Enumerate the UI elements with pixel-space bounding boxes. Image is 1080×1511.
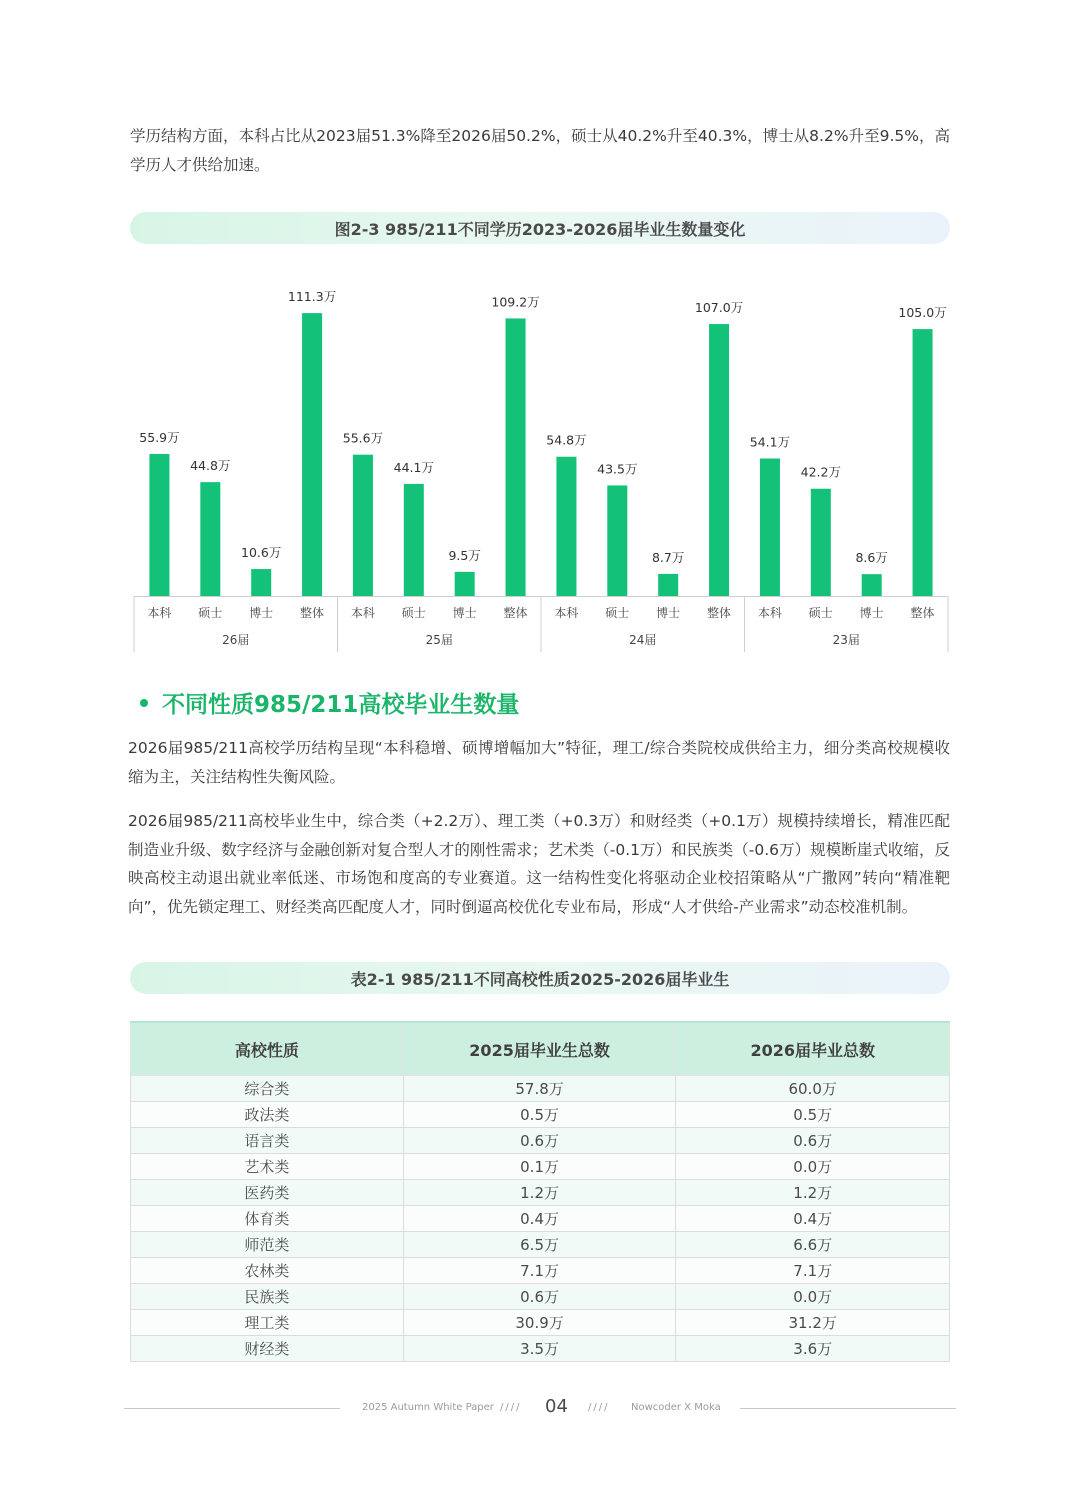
graduates-table xyxy=(130,1021,950,1362)
figure-caption: 图2-3 985/211不同学历2023-2026届毕业生数量变化 xyxy=(130,212,950,244)
table-cell: 体育类 xyxy=(131,1206,404,1232)
table-cell: 0.4万 xyxy=(403,1206,676,1232)
data-label: 55.6万 xyxy=(342,430,384,446)
table-row xyxy=(131,1310,950,1336)
table-cell: 0.0万 xyxy=(676,1154,950,1180)
footer-rule-right xyxy=(740,1408,956,1409)
x-tick-label: 博士 xyxy=(859,606,884,620)
table-cell: 0.4万 xyxy=(676,1206,950,1232)
footer-rule-left xyxy=(124,1408,340,1409)
table-row xyxy=(131,1102,950,1128)
x-tick-label: 本科 xyxy=(147,606,172,620)
table-row xyxy=(131,1154,950,1180)
data-label: 109.2万 xyxy=(491,294,540,310)
table-cell: 7.1万 xyxy=(403,1258,676,1284)
data-label: 54.1万 xyxy=(749,434,791,450)
table-cell: 30.9万 xyxy=(403,1310,676,1336)
bar xyxy=(709,324,729,596)
table-cell: 政法类 xyxy=(131,1102,404,1128)
bar xyxy=(404,484,424,596)
x-tick-label: 整体 xyxy=(300,606,325,620)
table-row xyxy=(131,1284,950,1310)
table-cell: 3.6万 xyxy=(676,1336,950,1362)
paragraph-2: 2026届985/211高校学历结构呈现“本科稳增、硕博增幅加大”特征，理工/综合类院校成供给主力，细分类高校规模收缩为主，关注结构性失衡风险。 xyxy=(128,739,950,786)
page-number: 04 xyxy=(545,1396,568,1417)
x-tick-label: 整体 xyxy=(503,606,528,620)
footer-separator-right: //// xyxy=(588,1402,610,1413)
table-cell: 7.1万 xyxy=(676,1258,950,1284)
x-tick-label: 本科 xyxy=(554,606,579,620)
table-row xyxy=(131,1232,950,1258)
x-tick-label: 本科 xyxy=(757,606,782,620)
data-label: 111.3万 xyxy=(287,289,337,305)
table-row xyxy=(131,1076,950,1102)
table-cell: 0.6万 xyxy=(403,1128,676,1154)
x-tick-label: 整体 xyxy=(910,606,935,620)
footer-separator-left: //// xyxy=(500,1402,522,1413)
data-label: 8.6万 xyxy=(855,550,888,566)
x-tick-label: 本科 xyxy=(350,606,375,620)
table-cell: 0.5万 xyxy=(676,1102,950,1128)
table-caption: 表2-1 985/211不同高校性质2025-2026届毕业生 xyxy=(130,962,950,994)
bullet-dot-icon xyxy=(140,699,148,707)
x-tick-label: 硕士 xyxy=(808,606,833,620)
data-label: 10.6万 xyxy=(241,545,282,561)
bar xyxy=(658,574,678,596)
table-header-row xyxy=(131,1022,950,1076)
x-tick-label: 硕士 xyxy=(198,606,223,620)
bar xyxy=(862,574,882,596)
table-cell: 艺术类 xyxy=(131,1154,404,1180)
intro-paragraph: 学历结构方面，本科占比从2023届51.3%降至2026届50.2%，硕士从40.2%升至40.3%，博士从8.2%升至9.5%，高学历人才供给加速。 xyxy=(130,127,950,174)
data-label: 9.5万 xyxy=(448,547,481,563)
table-header-cell: 2026届毕业总数 xyxy=(676,1022,950,1076)
bar xyxy=(302,313,322,596)
page-footer xyxy=(0,1396,1080,1420)
bar xyxy=(913,329,933,596)
table-header-cell: 2025届毕业生总数 xyxy=(403,1022,676,1076)
table-cell: 6.5万 xyxy=(403,1232,676,1258)
table-cell: 师范类 xyxy=(131,1232,404,1258)
bar xyxy=(556,457,576,596)
bar xyxy=(200,482,220,596)
x-tick-label: 整体 xyxy=(707,606,732,620)
table-header-cell: 高校性质 xyxy=(131,1022,404,1076)
bar xyxy=(149,454,169,596)
bar xyxy=(607,485,627,596)
table-cell: 60.0万 xyxy=(676,1076,950,1102)
table-cell: 57.8万 xyxy=(403,1076,676,1102)
data-label: 107.0万 xyxy=(694,300,744,316)
group-label: 26届 xyxy=(222,633,250,647)
group-label: 24届 xyxy=(629,633,657,647)
table-cell: 1.2万 xyxy=(676,1180,950,1206)
table-cell: 综合类 xyxy=(131,1076,404,1102)
table-row xyxy=(131,1336,950,1362)
table-cell: 0.6万 xyxy=(403,1284,676,1310)
bar-chart xyxy=(0,250,1080,660)
x-tick-label: 博士 xyxy=(452,606,477,620)
table-cell: 财经类 xyxy=(131,1336,404,1362)
table-row xyxy=(131,1128,950,1154)
x-tick-label: 博士 xyxy=(656,606,681,620)
table-cell: 农林类 xyxy=(131,1258,404,1284)
table-cell: 31.2万 xyxy=(676,1310,950,1336)
footer-left-text: 2025 Autumn White Paper xyxy=(362,1402,494,1413)
data-label: 8.7万 xyxy=(651,549,685,565)
data-label: 44.8万 xyxy=(190,458,231,474)
data-label: 54.8万 xyxy=(546,432,587,448)
data-label: 44.1万 xyxy=(393,459,434,475)
x-tick-label: 硕士 xyxy=(401,606,426,620)
bar xyxy=(455,572,475,596)
data-label: 105.0万 xyxy=(898,305,947,321)
bar xyxy=(251,569,271,596)
table-cell: 0.0万 xyxy=(676,1284,950,1310)
bar xyxy=(353,455,373,596)
table-row xyxy=(131,1180,950,1206)
x-tick-label: 硕士 xyxy=(605,606,630,620)
section-heading xyxy=(140,686,519,719)
table-row xyxy=(131,1258,950,1284)
data-label: 43.5万 xyxy=(597,461,638,477)
bar xyxy=(506,318,526,596)
table-cell: 0.5万 xyxy=(403,1102,676,1128)
table-row xyxy=(131,1206,950,1232)
table-cell: 6.6万 xyxy=(676,1232,950,1258)
table-cell: 民族类 xyxy=(131,1284,404,1310)
table-cell: 3.5万 xyxy=(403,1336,676,1362)
paragraph-3: 2026届985/211高校毕业生中，综合类（+2.2万）、理工类（+0.3万）和财经类（+0.1万）规模持续增长，精准匹配制造业升级、数字经济与金融创新对复合型人才的刚性需求；艺术类（-0.1万）和民族类（-0.6万）规模断崖式收缩，反映高校主动退出就业率低迷、市场饱和度高的专业赛道。这一结构性变化将驱动企业校招策略从“广撒网”转向“精准靶向”，优先锁定理工、财经类高匹配度人才，同时倒逼高校优化专业布局，形成“人才供给-产业需求”动态校准机制。 xyxy=(128,812,950,916)
group-label: 25届 xyxy=(425,633,453,647)
table-cell: 语言类 xyxy=(131,1128,404,1154)
section-title: 不同性质985/211高校毕业生数量 xyxy=(162,692,520,718)
table-cell: 医药类 xyxy=(131,1180,404,1206)
x-tick-label: 博士 xyxy=(249,606,274,620)
table-cell: 0.6万 xyxy=(676,1128,950,1154)
data-label: 42.2万 xyxy=(800,464,841,480)
table-cell: 0.1万 xyxy=(403,1154,676,1180)
bar xyxy=(760,458,780,596)
footer-right-text: Nowcoder X Moka xyxy=(631,1402,721,1413)
data-label: 55.9万 xyxy=(139,429,180,445)
table-cell: 1.2万 xyxy=(403,1180,676,1206)
bar xyxy=(811,489,831,596)
group-label: 23届 xyxy=(832,633,860,647)
table-cell: 理工类 xyxy=(131,1310,404,1336)
